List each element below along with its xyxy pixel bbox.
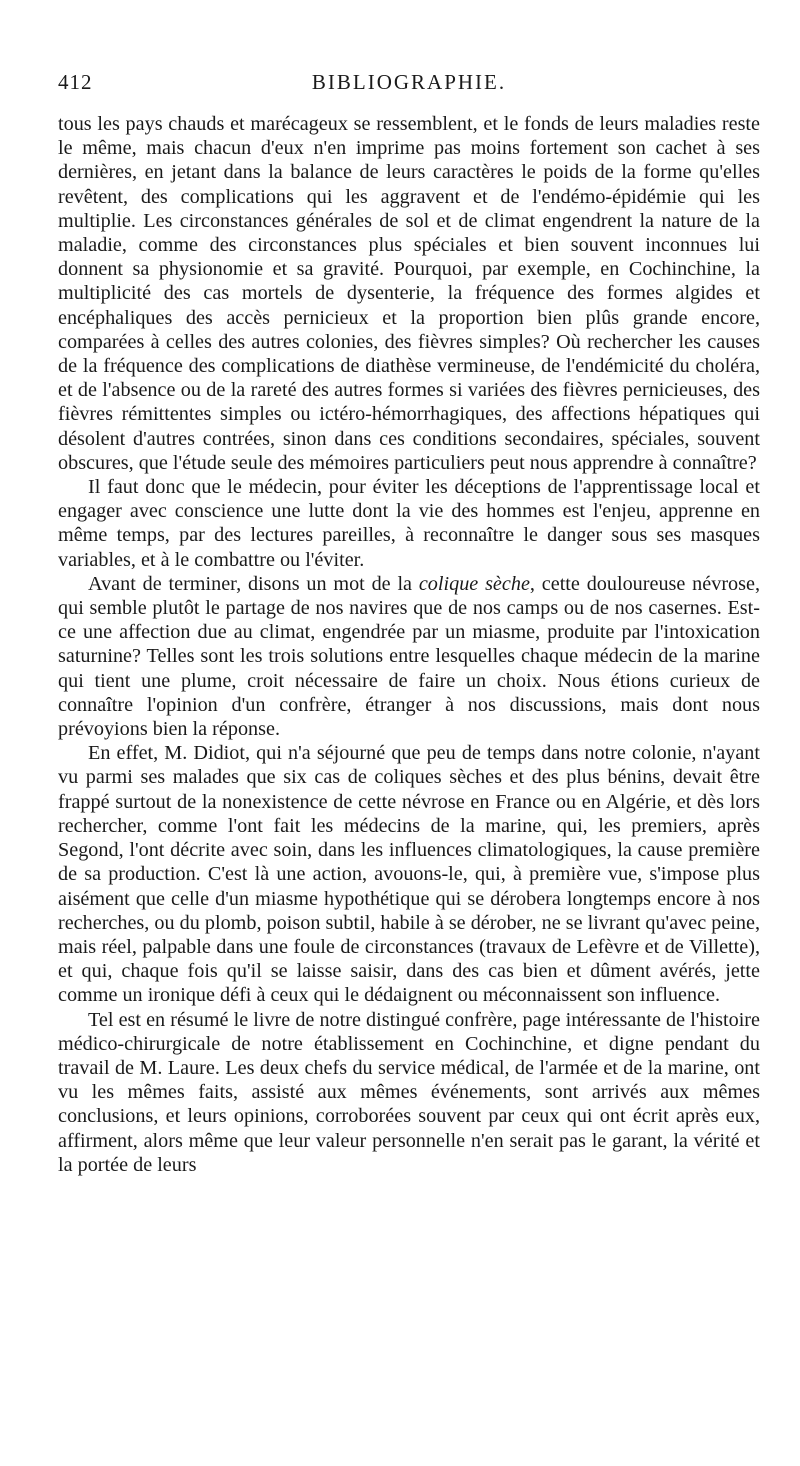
running-title: BIBLIOGRAPHIE. [311, 70, 507, 94]
paragraph-colique-seche [58, 572, 760, 741]
colique-seche-italic: colique sèche [418, 572, 530, 595]
paragraph-didiot: En effet, M. Didiot, qui n'a séjourné que peu de temps dans notre colonie, n'ayant vu parmi ses malades que six cas de coliques sèches et des plus bénins, devait être frappé surtout de la nonexistence de cette névrose en France ou en Algérie, et dès lors rechercher, comme l'ont fait les médecins de la marine, qui, les premiers, après Segond, l'ont décrite avec soin, dans les influences climatologiques, la cause première de sa production. C'est là une action, avouons-le, qui, à première vue, s'impose plus aisément que celle d'un miasme hypothétique qui se dérobera longtemps encore à nos recherches, ou du plomb, poison subtil, habile à se dérober, ne se livrant qu'avec peine, mais réel, palpable dans une foule de circonstances (travaux de Lefèvre et de Villette), et qui, chaque fois qu'il se laisse saisir, dans des cas bien et dûment avérés, jette comme un ironique défi à ceux qui le dédaignent ou méconnaissent son influence. [58, 742, 760, 1007]
page-number: 412 [58, 70, 93, 94]
book-page [58, 70, 760, 1177]
paragraph-colique-seche-rest: , cette douloureuse névrose, qui semble plutôt le partage de nos navires que de nos camps ou de nos casernes. Est-ce une affection due au climat, engendrée par un miasme, produite par l'intoxication saturnine? Telles sont les trois solutions entre lesquelles chaque médecin de la marine qui tient une plume, croit nécessaire de faire un choix. Nous étions curieux de connaître l'opinion d'un confrère, étranger à nos discussions, mais dont nous prévoyions bien la réponse. [58, 572, 761, 741]
paragraph-continued: tous les pays chauds et marécageux se ressemblent, et le fonds de leurs maladies reste le même, mais chacun d'eux n'en imprime pas moins fortement son cachet à ses dernières, en jetant dans la balance de leurs caractères le poids de la forme qu'elles revêtent, des complications qui les aggravent et de l'endémo-épidémie qui les multiplie. Les circonstances générales de sol et de climat engendrent la nature de la maladie, comme des circonstances plus spéciales et bien souvent inconnues lui donnent sa physionomie et sa gravité. Pourquoi, par exemple, en Cochinchine, la multiplicité des cas mortels de dysenterie, la fréquence des formes algides et encéphaliques des accès pernicieux et la proportion bien plûs grande encore, comparées à celles des autres colonies, des fièvres simples? Où rechercher les causes de la fréquence des complications de diathèse vermineuse, de l'endémicité du choléra, et de l'absence ou de la rareté des autres formes si variées des fièvres pernicieuses, des fièvres rémittentes simples ou ictéro-hémorrhagiques, des affections hépatiques qui désolent d'autres contrées, sinon dans ces conditions secondaires, spéciales, souvent obscures, que l'étude seule des mémoires particuliers peut nous apprendre à connaître? [58, 113, 760, 474]
paragraph-apprentissage: Il faut donc que le médecin, pour éviter les déceptions de l'apprentissage local et engager avec conscience une lutte dont la vie des hommes est l'enjeu, apprenne en même temps, par des lectures pareilles, à reconnaître le danger sous ses masques variables, et à le combattre ou l'éviter. [58, 476, 760, 571]
body-text [58, 112, 760, 1177]
page-header [58, 70, 760, 106]
paragraph-resume: Tel est en résumé le livre de notre distingué confrère, page intéressante de l'histoire médico-chirurgicale de notre établissement en Cochinchine, et digne pendant du travail de M. Laure. Les deux chefs du service médical, de l'armée et de la marine, ont vu les mêmes faits, assisté aux mêmes événements, sont arrivés aux mêmes conclusions, et leurs opinions, corroborées souvent par ceux qui ont écrit après eux, affirment, alors même que leur valeur personnelle n'en serait pas le garant, la vérité et la portée de leurs [58, 1008, 760, 1176]
paragraph-colique-seche-lead: Avant de terminer, disons un mot de la [88, 572, 419, 595]
